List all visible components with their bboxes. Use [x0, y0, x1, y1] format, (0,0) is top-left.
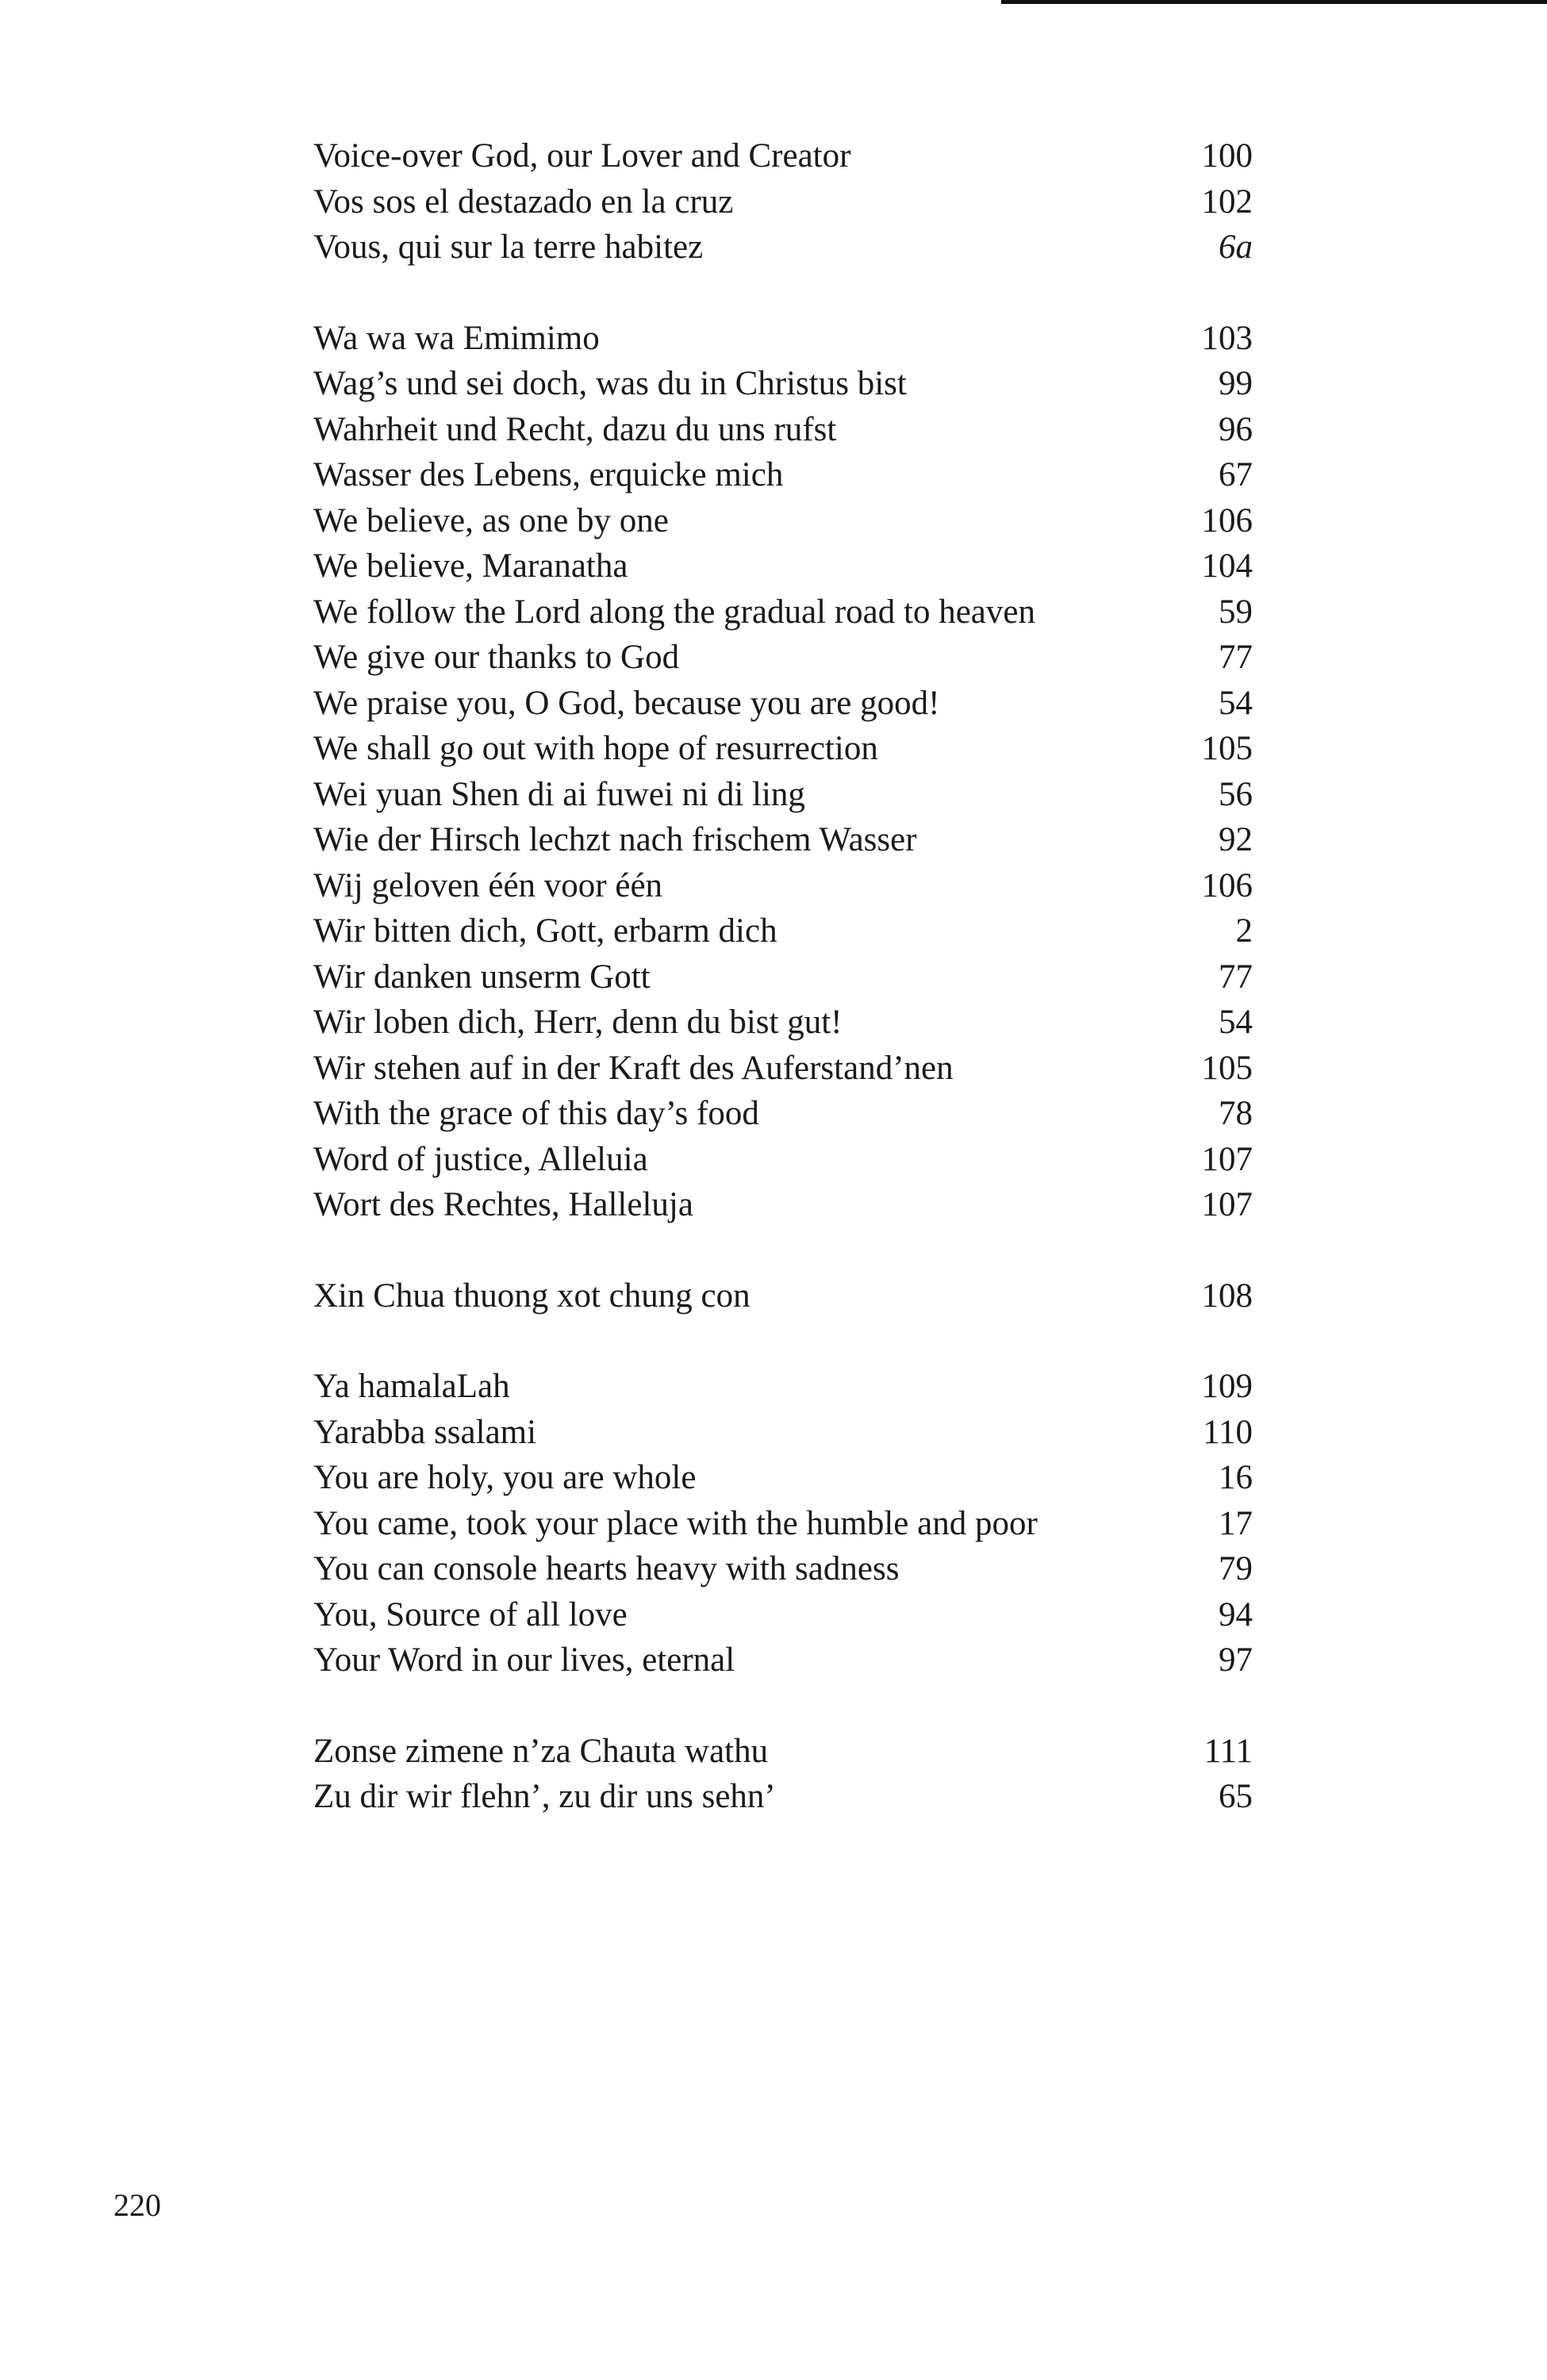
entry-title: Wir bitten dich, Gott, erbarm dich [313, 912, 777, 950]
entry-number: 105 [1201, 1049, 1253, 1087]
entry-title: Your Word in our lives, eternal [313, 1641, 735, 1679]
index-entry [313, 1546, 1257, 1592]
entry-number: 54 [1219, 684, 1253, 722]
index-entry [313, 361, 1257, 407]
index-entry [313, 817, 1257, 863]
entry-title: Zu dir wir flehn’, zu dir uns sehn’ [313, 1778, 776, 1815]
entry-title: Wasser des Lebens, erquicke mich [313, 456, 784, 493]
index-entry [313, 1046, 1257, 1092]
entry-number: 111 [1203, 1732, 1253, 1770]
entry-number: 54 [1219, 1004, 1253, 1041]
entry-number: 100 [1201, 137, 1253, 175]
index-entry [313, 133, 1257, 179]
entry-title: Wahrheit und Recht, dazu du uns rufst [313, 410, 837, 448]
entry-title: Wir stehen auf in der Kraft des Auferstand’nen [313, 1049, 954, 1087]
index-entry [313, 1091, 1257, 1137]
index-entry [313, 635, 1257, 681]
entry-number: 107 [1201, 1186, 1253, 1223]
entry-title: We give our thanks to God [313, 639, 680, 676]
entry-title: You, Source of all love [313, 1595, 628, 1633]
entry-number: 109 [1201, 1368, 1253, 1405]
entry-title: We praise you, O God, because you are good! [313, 684, 940, 722]
entry-title: With the grace of this day’s food [313, 1095, 759, 1132]
entry-title: Xin Chua thuong xot chung con [313, 1276, 750, 1315]
index-entry [313, 1455, 1257, 1501]
entry-number: 107 [1201, 1140, 1253, 1178]
entry-number: 67 [1219, 456, 1253, 493]
entry-title: We believe, as one by one [313, 501, 669, 539]
entry-title: Voice-over God, our Lover and Creator [313, 137, 851, 175]
entry-title: Wort des Rechtes, Halleluja [313, 1186, 693, 1223]
entry-number: 103 [1201, 319, 1253, 357]
entry-number: 78 [1219, 1095, 1253, 1132]
entry-title: Wa wa wa Emimimo [313, 319, 600, 357]
entry-title: Vos sos el destazado en la cruz [313, 182, 734, 221]
entry-title: We believe, Maranatha [313, 547, 628, 585]
entry-number: 77 [1219, 958, 1253, 996]
index-entry [313, 498, 1257, 544]
index-entry [313, 1137, 1257, 1183]
index-entry [313, 954, 1257, 1000]
index-entry [313, 179, 1257, 225]
entry-number: 16 [1219, 1459, 1253, 1496]
entry-number: 102 [1201, 182, 1253, 221]
index-entry [313, 407, 1257, 453]
index-entry [313, 452, 1257, 498]
index-entry [313, 543, 1257, 589]
entry-title: You can console hearts heavy with sadness [313, 1550, 900, 1587]
entry-title: Vous, qui sur la terre habitez [313, 228, 704, 266]
entry-number: 105 [1201, 730, 1253, 767]
index-entry [313, 1729, 1257, 1775]
entry-number: 97 [1219, 1641, 1253, 1679]
entry-title: Word of justice, Alleluia [313, 1140, 648, 1178]
index-group-v [313, 133, 1257, 271]
entry-title: Zonse zimene n’za Chauta wathu [313, 1732, 769, 1770]
entry-title: You are holy, you are whole [313, 1459, 697, 1496]
entry-title: Wir loben dich, Herr, denn du bist gut! [313, 1004, 843, 1041]
index-entry [313, 1000, 1257, 1046]
entry-number: 6a [1219, 228, 1253, 266]
index-entry [313, 225, 1257, 271]
index-group-x [313, 1273, 1257, 1319]
song-index [313, 133, 1257, 1820]
entry-number: 104 [1201, 547, 1253, 585]
top-rule [1001, 0, 1547, 4]
entry-number: 77 [1219, 639, 1253, 676]
entry-number: 96 [1219, 410, 1253, 448]
entry-number: 65 [1219, 1778, 1253, 1815]
entry-title: Wei yuan Shen di ai fuwei ni di ling [313, 775, 805, 813]
entry-number: 17 [1219, 1504, 1253, 1542]
entry-number: 106 [1201, 501, 1253, 539]
index-entry [313, 681, 1257, 727]
entry-number: 79 [1219, 1550, 1253, 1587]
entry-number: 2 [1235, 912, 1253, 950]
index-entry [313, 1501, 1257, 1547]
index-group-w [313, 316, 1257, 1228]
entry-number: 108 [1201, 1276, 1253, 1315]
index-entry [313, 1637, 1257, 1683]
entry-number: 94 [1219, 1595, 1253, 1633]
index-entry [313, 1410, 1257, 1456]
entry-number: 92 [1219, 821, 1253, 858]
entry-title: You came, took your place with the humble and poor [313, 1504, 1038, 1542]
entry-number: 99 [1219, 365, 1253, 402]
index-entry [313, 1592, 1257, 1638]
entry-number: 56 [1219, 775, 1253, 813]
index-entry [313, 908, 1257, 954]
index-entry [313, 726, 1257, 772]
index-entry [313, 1273, 1257, 1319]
index-entry [313, 1364, 1257, 1410]
entry-title: Wie der Hirsch lechzt nach frischem Wasser [313, 821, 917, 858]
index-entry [313, 1182, 1257, 1228]
index-entry [313, 1774, 1257, 1820]
entry-title: Wij geloven één voor één [313, 866, 663, 904]
page-number: 220 [113, 2187, 161, 2223]
entry-number: 106 [1201, 866, 1253, 904]
entry-title: We follow the Lord along the gradual road to heaven [313, 593, 1035, 631]
index-entry [313, 863, 1257, 909]
index-entry [313, 316, 1257, 362]
entry-title: Ya hamalaLah [313, 1368, 510, 1405]
entry-title: Wag’s und sei doch, was du in Christus bist [313, 365, 907, 402]
entry-number: 59 [1219, 593, 1253, 631]
entry-title: Wir danken unserm Gott [313, 958, 651, 996]
index-entry [313, 772, 1257, 818]
index-entry [313, 589, 1257, 635]
entry-title: Yarabba ssalami [313, 1413, 537, 1451]
entry-title: We shall go out with hope of resurrection [313, 730, 878, 767]
index-group-z [313, 1729, 1257, 1820]
index-group-y [313, 1364, 1257, 1683]
entry-number: 110 [1203, 1413, 1253, 1451]
